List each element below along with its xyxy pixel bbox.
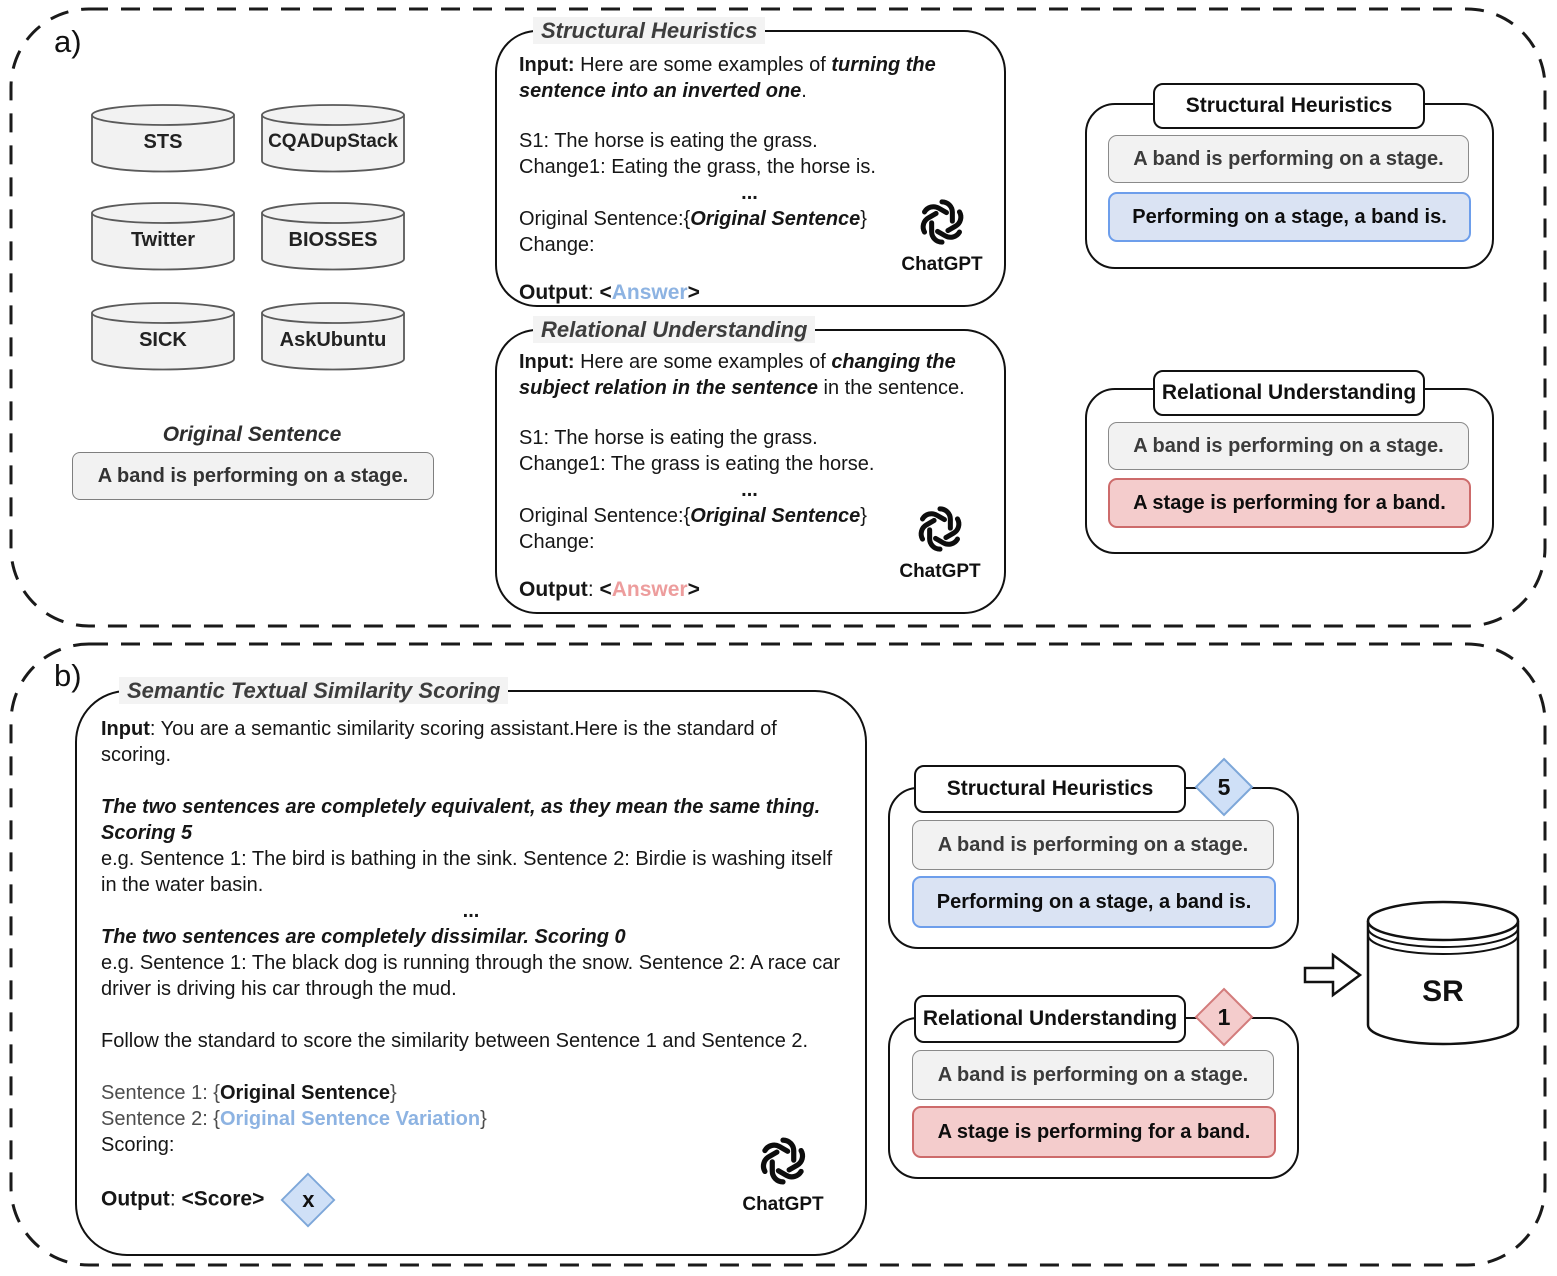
scoring-rule-0-example: e.g. Sentence 1: The black dog is running through the snow. Sentence 2: A race car driver is driving his car through the mud. (101, 952, 841, 1000)
score-x-value: x (302, 1187, 315, 1212)
example-s1: S1: The horse is eating the grass. (519, 130, 818, 152)
dataset-askubuntu (260, 301, 406, 371)
chatgpt-logo-icon (914, 194, 970, 250)
result-group-structural-a (1085, 83, 1490, 269)
dataset-label: Twitter (130, 228, 196, 251)
scoring-label: Scoring: (101, 1134, 175, 1156)
prompt-input-line: Input: Here are some examples of changing the subject relation in the sentence in the sentence. (519, 351, 965, 399)
original-sentence-slot: Original Sentence:{Original Sentence} (519, 505, 867, 527)
scoring-rule-0: The two sentences are completely dissimilar. Scoring 0 (101, 926, 626, 948)
score-diamond-icon (1194, 987, 1254, 1047)
database-cylinder-icon (1365, 897, 1521, 1049)
original-sentence-chip: A band is performing on a stage. (1108, 422, 1469, 470)
result-title-box: Structural Heuristics (1153, 83, 1425, 129)
original-sentence-box: A band is performing on a stage. (72, 452, 434, 500)
chatgpt-logo-icon (754, 1132, 812, 1190)
prompt-title: Relational Understanding (533, 316, 815, 343)
dataset-label: SICK (139, 328, 187, 351)
ellipsis: ... (741, 479, 758, 501)
dataset-label: AskUbuntu (279, 328, 387, 351)
change-label: Change: (519, 234, 595, 256)
output-line: Output: <Score> x (101, 1172, 841, 1228)
original-sentence-slot: Original Sentence:{Original Sentence} (519, 208, 867, 230)
dataset-sts (90, 103, 236, 173)
original-sentence-chip: A band is performing on a stage. (1108, 135, 1469, 183)
arrow-right-icon (1302, 950, 1364, 1000)
panel-b-label: b) (54, 658, 82, 693)
dataset-twitter (90, 201, 236, 271)
variation-sentence-chip: A stage is performing for a band. (1108, 478, 1471, 528)
score-value: 1 (1217, 1003, 1231, 1030)
chatgpt-label: ChatGPT (742, 1194, 824, 1215)
score-value: 5 (1217, 773, 1231, 800)
dataset-cqadupstack (260, 103, 406, 173)
output-line: Output: <Answer> (519, 281, 700, 304)
chatgpt-label: ChatGPT (899, 561, 981, 582)
prompt-input-line: Input: You are a semantic similarity scoring assistant.Here is the standard of scoring. (101, 718, 777, 766)
example-change1: Change1: Eating the grass, the horse is. (519, 156, 876, 178)
output-line: Output: <Answer> (519, 578, 700, 601)
original-sentence-chip: A band is performing on a stage. (912, 820, 1274, 870)
prompt-title: Semantic Textual Similarity Scoring (119, 677, 508, 704)
chatgpt-label: ChatGPT (901, 254, 983, 275)
prompt-sts-scoring (75, 678, 867, 1256)
score-diamond-icon (1194, 757, 1254, 817)
prompt-title: Structural Heuristics (533, 17, 765, 44)
variation-sentence-chip: Performing on a stage, a band is. (1108, 192, 1471, 242)
original-sentence-title: Original Sentence (162, 423, 342, 446)
dataset-biosses (260, 201, 406, 271)
score-x-diamond-icon (280, 1172, 336, 1228)
prompt-structural-heuristics (495, 18, 1006, 307)
prompt-relational-understanding (495, 317, 1006, 614)
dataset-sick (90, 301, 236, 371)
sentence-2-slot: Sentence 2: {Original Sentence Variation} (101, 1108, 487, 1130)
panel-a-label: a) (54, 24, 82, 59)
ellipsis: ... (462, 900, 480, 922)
example-s1: S1: The horse is eating the grass. (519, 427, 818, 449)
result-title-box: Relational Understanding (1153, 370, 1425, 416)
scoring-rule-5: The two sentences are completely equivalent, as they mean the same thing. Scoring 5 (101, 796, 821, 844)
sr-label: SR (1422, 975, 1464, 1008)
ellipsis: ... (741, 182, 758, 204)
scoring-rule-5-example: e.g. Sentence 1: The bird is bathing in the sink. Sentence 2: Birdie is washing itself in the water basin. (101, 848, 833, 896)
result-title-box: Structural Heuristics (914, 765, 1186, 813)
scored-group-structural-b (888, 763, 1295, 947)
variation-sentence-chip: A stage is performing for a band. (912, 1106, 1276, 1158)
sentence-1-slot: Sentence 1: {Original Sentence} (101, 1082, 397, 1104)
example-change1: Change1: The grass is eating the horse. (519, 453, 875, 475)
result-title-box: Relational Understanding (914, 995, 1186, 1043)
result-group-relational-a (1085, 370, 1490, 556)
original-sentence-chip: A band is performing on a stage. (912, 1050, 1274, 1100)
follow-instruction: Follow the standard to score the similarity between Sentence 1 and Sentence 2. (101, 1030, 809, 1052)
scored-group-relational-b (888, 993, 1295, 1177)
change-label: Change: (519, 531, 595, 553)
chatgpt-logo-icon (912, 501, 968, 557)
dataset-label: STS (143, 130, 183, 153)
prompt-input-line: Input: Here are some examples of turning the sentence into an inverted one. (519, 54, 936, 102)
sr-database (1365, 897, 1521, 1049)
dataset-label: BIOSSES (288, 228, 378, 251)
variation-sentence-chip: Performing on a stage, a band is. (912, 876, 1276, 928)
dataset-label: CQADupStack (268, 131, 398, 152)
